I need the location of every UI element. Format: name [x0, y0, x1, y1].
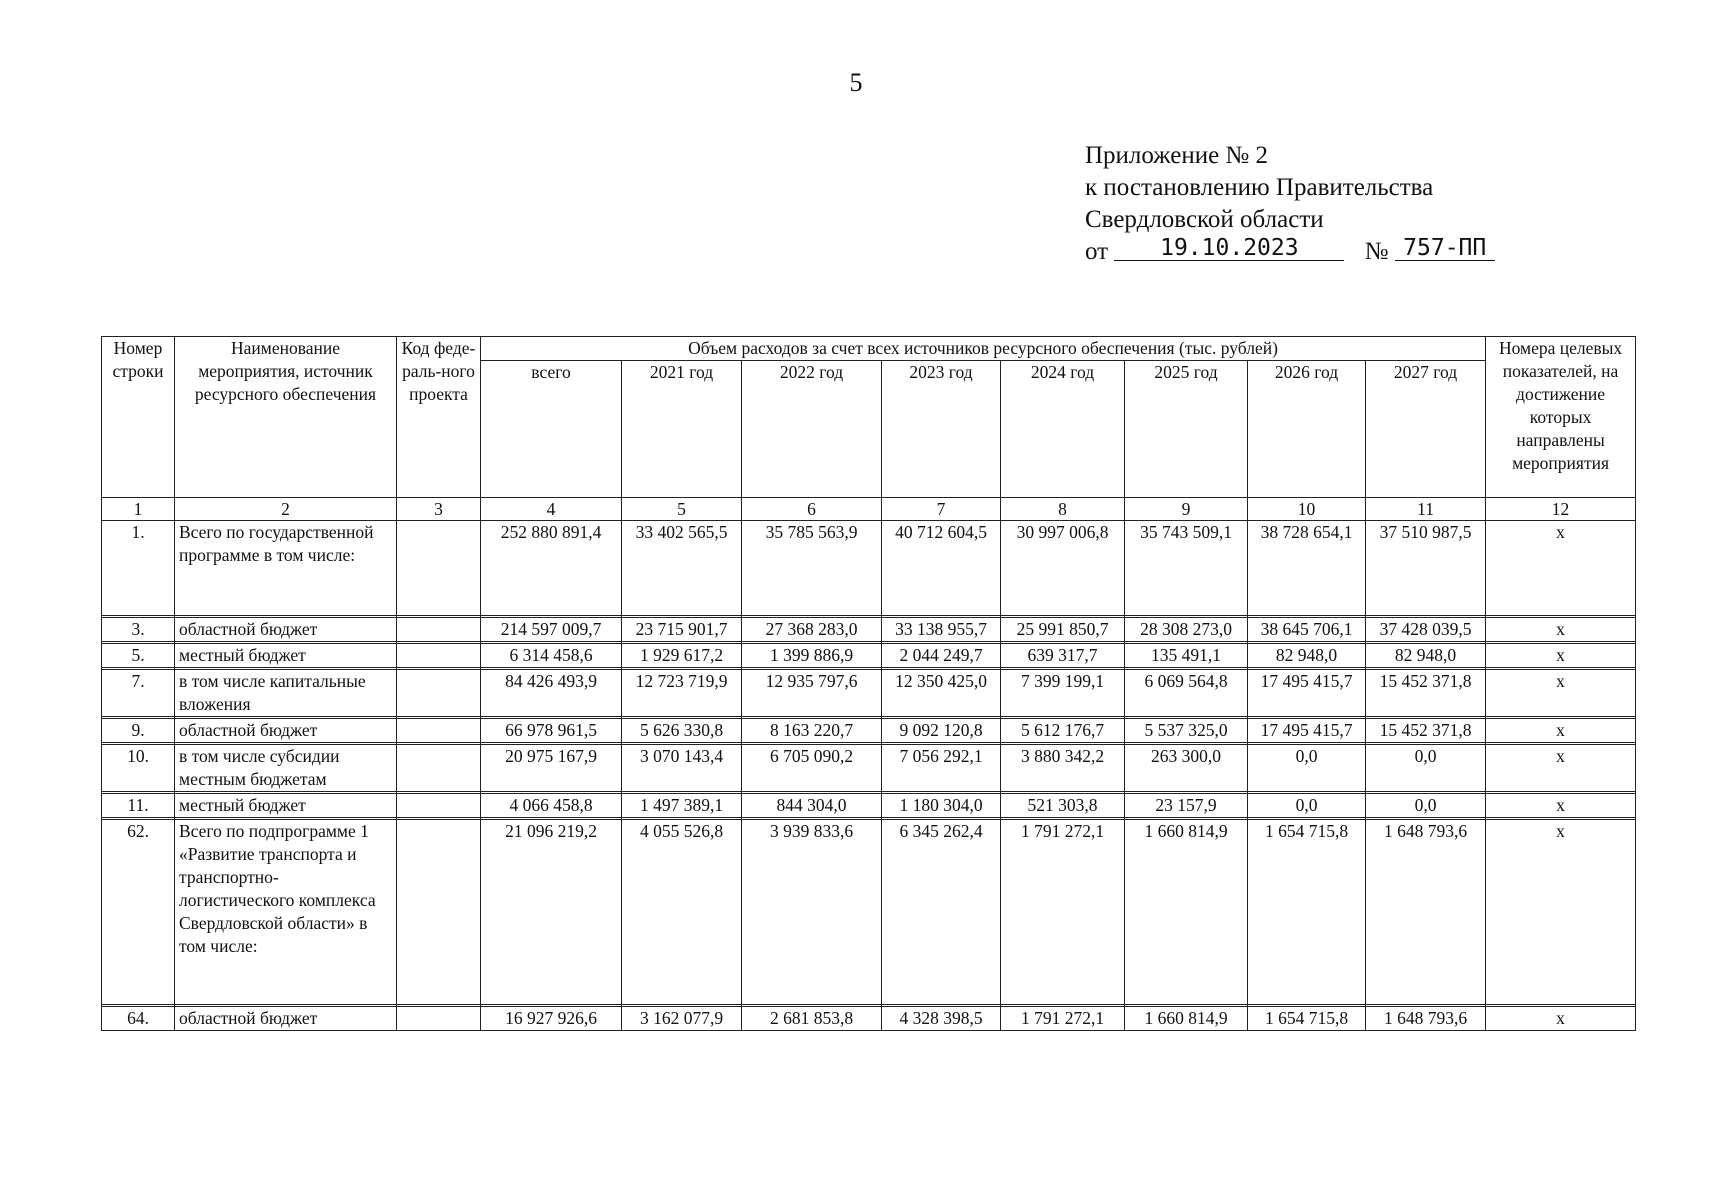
cell-code: [397, 521, 481, 616]
cell-targets: x: [1486, 644, 1636, 668]
cell-targets: x: [1486, 618, 1636, 642]
cell-code: [397, 644, 481, 668]
cell-y2026: 38 645 706,1: [1248, 618, 1366, 642]
cell-total: 4 066 458,8: [481, 794, 622, 818]
appendix-header: [1085, 140, 1495, 268]
cell-y2024: 7 399 199,1: [1001, 670, 1125, 717]
cell-y2021: 12 723 719,9: [622, 670, 742, 717]
cell-y2025: 1 660 814,9: [1125, 1007, 1248, 1031]
cell-total: 214 597 009,7: [481, 618, 622, 642]
cell-y2023: 4 328 398,5: [882, 1007, 1001, 1031]
table-row: [102, 794, 1636, 818]
column-number: 8: [1001, 498, 1125, 521]
resolution-number: 757-ПП: [1395, 236, 1495, 261]
cell-y2023: 1 180 304,0: [882, 794, 1001, 818]
cell-y2021: 5 626 330,8: [622, 719, 742, 743]
cell-y2025: 35 743 509,1: [1125, 521, 1248, 616]
cell-y2021: 1 929 617,2: [622, 644, 742, 668]
cell-y2021: 1 497 389,1: [622, 794, 742, 818]
column-number: 12: [1486, 498, 1636, 521]
cell-y2024: 639 317,7: [1001, 644, 1125, 668]
cell-row-number: 9.: [102, 719, 175, 743]
cell-row-number: 5.: [102, 644, 175, 668]
cell-code: [397, 1007, 481, 1031]
table-body: [102, 521, 1636, 1031]
cell-name: в том числе субсидии местным бюджетам: [175, 745, 397, 792]
cell-y2025: 23 157,9: [1125, 794, 1248, 818]
number-label: №: [1364, 238, 1389, 265]
cell-name: областной бюджет: [175, 1007, 397, 1031]
cell-row-number: 64.: [102, 1007, 175, 1031]
cell-y2022: 12 935 797,6: [742, 670, 882, 717]
header-total: всего: [481, 361, 622, 498]
cell-y2022: 844 304,0: [742, 794, 882, 818]
column-number: 3: [397, 498, 481, 521]
cell-y2025: 135 491,1: [1125, 644, 1248, 668]
cell-y2027: 0,0: [1366, 745, 1486, 792]
column-number: 7: [882, 498, 1001, 521]
cell-y2027: 1 648 793,6: [1366, 820, 1486, 1005]
column-number: 9: [1125, 498, 1248, 521]
cell-y2027: 82 948,0: [1366, 644, 1486, 668]
cell-y2025: 263 300,0: [1125, 745, 1248, 792]
cell-y2026: 38 728 654,1: [1248, 521, 1366, 616]
cell-y2025: 5 537 325,0: [1125, 719, 1248, 743]
table-row: [102, 618, 1636, 642]
cell-name: местный бюджет: [175, 794, 397, 818]
cell-code: [397, 670, 481, 717]
column-number: 11: [1366, 498, 1486, 521]
column-number: 4: [481, 498, 622, 521]
cell-y2024: 3 880 342,2: [1001, 745, 1125, 792]
page-number: 5: [849, 68, 863, 97]
header-targets: Номера целевых показателей, на достижение которых направлены мероприятия: [1486, 337, 1636, 498]
cell-y2023: 6 345 262,4: [882, 820, 1001, 1005]
cell-y2024: 1 791 272,1: [1001, 820, 1125, 1005]
cell-y2027: 15 452 371,8: [1366, 670, 1486, 717]
cell-y2022: 1 399 886,9: [742, 644, 882, 668]
cell-y2023: 2 044 249,7: [882, 644, 1001, 668]
cell-y2026: 1 654 715,8: [1248, 1007, 1366, 1031]
appendix-title: Приложение № 2: [1085, 142, 1269, 169]
table-row: [102, 644, 1636, 668]
budget-table: [101, 336, 1636, 1031]
cell-y2021: 23 715 901,7: [622, 618, 742, 642]
cell-y2023: 7 056 292,1: [882, 745, 1001, 792]
cell-y2024: 30 997 006,8: [1001, 521, 1125, 616]
cell-name: областной бюджет: [175, 719, 397, 743]
cell-total: 252 880 891,4: [481, 521, 622, 616]
cell-name: в том числе капитальные вложения: [175, 670, 397, 717]
cell-y2027: 1 648 793,6: [1366, 1007, 1486, 1031]
cell-y2027: 37 428 039,5: [1366, 618, 1486, 642]
cell-y2026: 82 948,0: [1248, 644, 1366, 668]
cell-targets: x: [1486, 745, 1636, 792]
header-2024: 2024 год: [1001, 361, 1125, 498]
cell-targets: x: [1486, 794, 1636, 818]
cell-row-number: 7.: [102, 670, 175, 717]
cell-y2023: 12 350 425,0: [882, 670, 1001, 717]
cell-y2025: 6 069 564,8: [1125, 670, 1248, 717]
table-row: [102, 670, 1636, 717]
cell-y2026: 17 495 415,7: [1248, 719, 1366, 743]
header-2022: 2022 год: [742, 361, 882, 498]
cell-y2022: 8 163 220,7: [742, 719, 882, 743]
cell-y2027: 15 452 371,8: [1366, 719, 1486, 743]
cell-row-number: 62.: [102, 820, 175, 1005]
cell-name: областной бюджет: [175, 618, 397, 642]
cell-y2026: 1 654 715,8: [1248, 820, 1366, 1005]
cell-y2025: 1 660 814,9: [1125, 820, 1248, 1005]
header-2026: 2026 год: [1248, 361, 1366, 498]
cell-y2022: 27 368 283,0: [742, 618, 882, 642]
cell-code: [397, 820, 481, 1005]
cell-y2022: 2 681 853,8: [742, 1007, 882, 1031]
cell-code: [397, 745, 481, 792]
cell-y2024: 1 791 272,1: [1001, 1007, 1125, 1031]
cell-targets: x: [1486, 521, 1636, 616]
from-label: от: [1085, 238, 1109, 265]
cell-code: [397, 618, 481, 642]
cell-name: Всего по государственной программе в том числе:: [175, 521, 397, 616]
cell-total: 21 096 219,2: [481, 820, 622, 1005]
cell-y2026: 17 495 415,7: [1248, 670, 1366, 717]
cell-y2026: 0,0: [1248, 745, 1366, 792]
column-number: 2: [175, 498, 397, 521]
cell-y2024: 521 303,8: [1001, 794, 1125, 818]
cell-targets: x: [1486, 670, 1636, 717]
cell-targets: x: [1486, 1007, 1636, 1031]
table-row: [102, 820, 1636, 1005]
column-number: 6: [742, 498, 882, 521]
cell-total: 84 426 493,9: [481, 670, 622, 717]
appendix-resolution-line: к постановлению Правительства: [1085, 174, 1434, 201]
column-number: 5: [622, 498, 742, 521]
header-2023: 2023 год: [882, 361, 1001, 498]
resolution-date: 19.10.2023: [1114, 236, 1344, 261]
table-row: [102, 521, 1636, 616]
cell-y2021: 33 402 565,5: [622, 521, 742, 616]
cell-y2025: 28 308 273,0: [1125, 618, 1248, 642]
cell-total: 66 978 961,5: [481, 719, 622, 743]
cell-row-number: 1.: [102, 521, 175, 616]
cell-row-number: 11.: [102, 794, 175, 818]
table-row: [102, 745, 1636, 792]
cell-y2022: 3 939 833,6: [742, 820, 882, 1005]
cell-y2023: 40 712 604,5: [882, 521, 1001, 616]
cell-name: Всего по подпрограмме 1 «Развитие транспорта и транспортно-логистического комплекса Свердловской области» в том числе:: [175, 820, 397, 1005]
table-row: [102, 1007, 1636, 1031]
appendix-date-number-line: [1085, 236, 1495, 268]
cell-y2021: 3 070 143,4: [622, 745, 742, 792]
cell-total: 20 975 167,9: [481, 745, 622, 792]
header-row-number: Номер строки: [102, 337, 175, 498]
cell-y2023: 9 092 120,8: [882, 719, 1001, 743]
cell-y2022: 35 785 563,9: [742, 521, 882, 616]
table-row: [102, 719, 1636, 743]
cell-code: [397, 719, 481, 743]
cell-row-number: 10.: [102, 745, 175, 792]
cell-targets: x: [1486, 820, 1636, 1005]
cell-y2023: 33 138 955,7: [882, 618, 1001, 642]
header-2021: 2021 год: [622, 361, 742, 498]
cell-total: 6 314 458,6: [481, 644, 622, 668]
cell-y2021: 3 162 077,9: [622, 1007, 742, 1031]
cell-y2027: 0,0: [1366, 794, 1486, 818]
cell-row-number: 3.: [102, 618, 175, 642]
cell-y2022: 6 705 090,2: [742, 745, 882, 792]
cell-y2024: 25 991 850,7: [1001, 618, 1125, 642]
cell-y2024: 5 612 176,7: [1001, 719, 1125, 743]
cell-y2026: 0,0: [1248, 794, 1366, 818]
header-expenses-group: Объем расходов за счет всех источников ресурсного обеспечения (тыс. рублей): [481, 337, 1486, 361]
cell-y2021: 4 055 526,8: [622, 820, 742, 1005]
cell-y2027: 37 510 987,5: [1366, 521, 1486, 616]
header-name: Наименование мероприятия, источник ресурсного обеспечения: [175, 337, 397, 498]
cell-targets: x: [1486, 719, 1636, 743]
cell-name: местный бюджет: [175, 644, 397, 668]
column-number: 1: [102, 498, 175, 521]
header-2027: 2027 год: [1366, 361, 1486, 498]
cell-total: 16 927 926,6: [481, 1007, 622, 1031]
cell-code: [397, 794, 481, 818]
column-numbers-row: [102, 498, 1636, 521]
appendix-region-line: Свердловской области: [1085, 206, 1324, 233]
column-number: 10: [1248, 498, 1366, 521]
header-federal-code: Код феде-раль-ного проекта: [397, 337, 481, 498]
header-2025: 2025 год: [1125, 361, 1248, 498]
